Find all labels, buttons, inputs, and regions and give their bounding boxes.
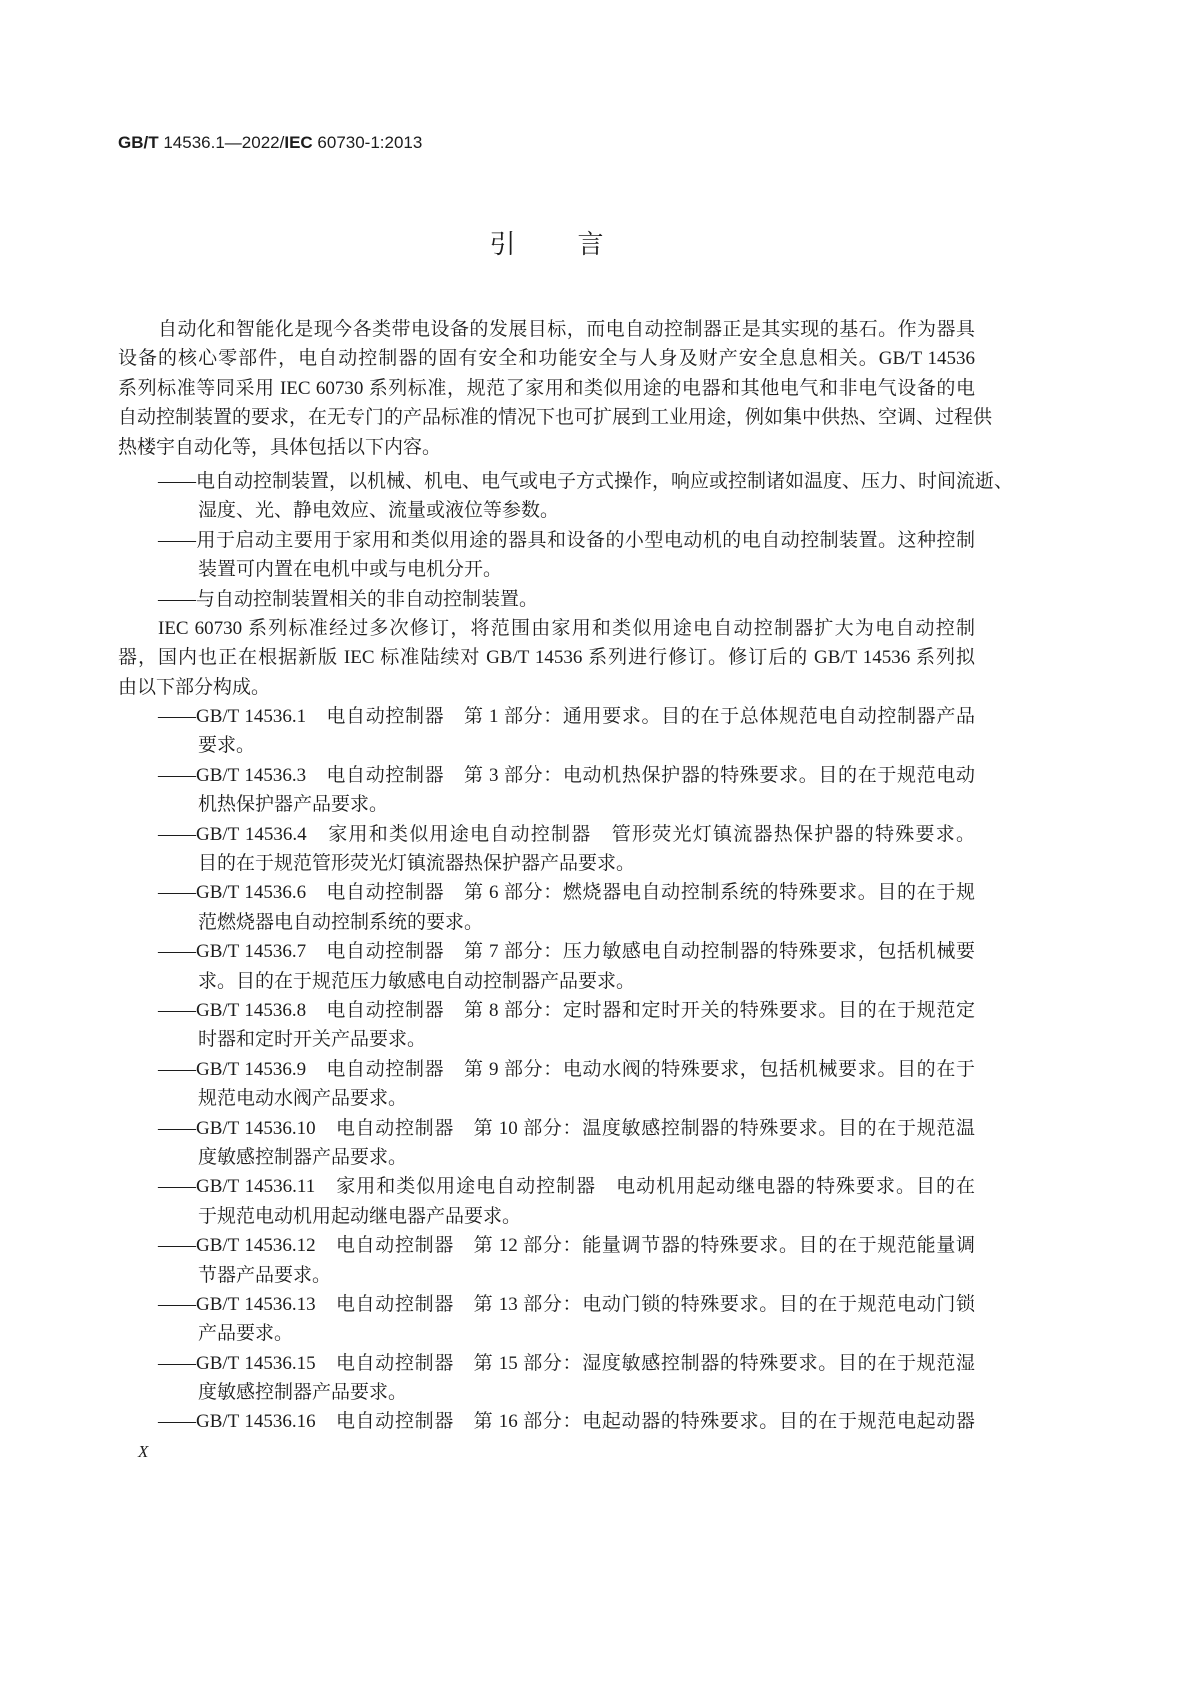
list-item-line: ——GB/T 14536.4 家用和类似用途电自动控制器 管形荧光灯镇流器热保护器的特殊要求。 [158,823,975,845]
list-item-line: 产品要求。 [198,1323,294,1345]
text-line: 由以下部分构成。 [118,676,271,698]
part-list-item [118,1407,975,1436]
part-list-item [118,761,975,820]
part-list-item [118,878,975,937]
list-item-line: 规范电动水阀产品要求。 [198,1088,408,1110]
scope-list-item [118,585,975,614]
list-item-line: 求。目的在于规范压力敏感电自动控制器产品要求。 [198,970,636,992]
list-item-line: 时器和定时开关产品要求。 [198,1029,427,1051]
part-list-item [118,1055,975,1114]
list-item-line: ——GB/T 14536.15 电自动控制器 第 15 部分：湿度敏感控制器的特殊要求。目的在于规范湿 [158,1352,975,1374]
list-item-line: ——与自动控制装置相关的非自动控制装置。 [158,588,539,610]
text-line: 设备的核心零部件，电自动控制器的固有安全和功能安全与人身及财产安全息息相关。GB/T 14536 [118,348,975,370]
list-item-line: 湿度、光、静电效应、流量或液位等参数。 [198,500,560,522]
intro-paragraph [118,315,993,462]
list-item-line: ——GB/T 14536.16 电自动控制器 第 16 部分：电起动器的特殊要求。目的在于规范电起动器 [158,1411,975,1433]
part-list-item [118,1114,975,1173]
section-title: 引言 [489,230,666,260]
text-line: 自动化和智能化是现今各类带电设备的发展目标，而电自动控制器正是其实现的基石。作为器具 [158,319,975,340]
text-line: 自动控制装置的要求，在无专门的产品标准的情况下也可扩展到工业用途，例如集中供热、空调、过程供 [118,407,993,429]
list-item-line: ——GB/T 14536.8 电自动控制器 第 8 部分：定时器和定时开关的特殊要求。目的在于规范定 [158,999,975,1021]
list-item-line: ——电自动控制装置，以机械、机电、电气或电子方式操作，响应或控制诸如温度、压力、时间流逝、 [158,470,1014,492]
list-item-line: 度敏感控制器产品要求。 [198,1382,408,1404]
part-list-item [118,1172,975,1231]
list-item-line: ——GB/T 14536.7 电自动控制器 第 7 部分：压力敏感电自动控制器的特殊要求，包括机械要 [158,941,975,963]
introduction-body [118,315,1014,1437]
text-line: 热楼宇自动化等，具体包括以下内容。 [118,436,442,458]
list-item-line: 要求。 [198,735,256,757]
list-item-line: ——GB/T 14536.6 电自动控制器 第 6 部分：燃烧器电自动控制系统的特殊要求。目的在于规 [158,882,975,904]
iec-prefix: IEC [284,133,318,152]
text-line: 系列标准等同采用 IEC 60730 系列标准，规范了家用和类似用途的电器和其他电气和非电气设备的电 [118,377,975,399]
part-list-item [118,937,975,996]
part-list-item [118,1349,975,1408]
iec-number: 60730-1:2013 [317,133,423,152]
text-line: 器，国内也正在根据新版 IEC 标准陆续对 GB/T 14536 系列进行修订。修订后的 GB/T 14536 系列拟 [118,647,975,669]
list-item-line: 节器产品要求。 [198,1264,332,1286]
list-item-line: ——GB/T 14536.9 电自动控制器 第 9 部分：电动水阀的特殊要求，包括机械要求。目的在于 [158,1058,975,1080]
list-item-line: ——GB/T 14536.11 家用和类似用途电自动控制器 电动机用起动继电器的特殊要求。目的在 [158,1176,975,1198]
part-list-item [118,996,975,1055]
text-line: IEC 60730 系列标准经过多次修订，将范围由家用和类似用途电自动控制器扩大为电自动控制 [158,617,975,639]
standard-number-header [118,131,422,155]
list-item-line: 装置可内置在电机中或与电机分开。 [198,559,503,581]
list-item-line: 目的在于规范管形荧光灯镇流器热保护器产品要求。 [198,853,636,875]
list-item-line: ——GB/T 14536.10 电自动控制器 第 10 部分：温度敏感控制器的特殊要求。目的在于规范温 [158,1117,975,1139]
list-item-line: ——GB/T 14536.3 电自动控制器 第 3 部分：电动机热保护器的特殊要求。目的在于规范电动 [158,764,975,786]
list-item-line: ——GB/T 14536.12 电自动控制器 第 12 部分：能量调节器的特殊要求。目的在于规范能量调 [158,1235,975,1257]
revision-paragraph [118,614,975,702]
list-item-line: ——GB/T 14536.13 电自动控制器 第 13 部分：电动门锁的特殊要求。目的在于规范电动门锁 [158,1293,975,1315]
scope-list-item [118,526,975,585]
part-list-item [118,820,975,879]
part-list-item [118,1290,975,1349]
list-item-line: ——GB/T 14536.1 电自动控制器 第 1 部分：通用要求。目的在于总体规范电自动控制器产品 [158,706,975,728]
list-item-line: 范燃烧器电自动控制系统的要求。 [198,911,484,933]
list-item-line: ——用于启动主要用于家用和类似用途的器具和设备的小型电动机的电自动控制装置。这种控制 [158,529,975,551]
part-list-item [118,702,975,761]
scope-list-item [118,467,1014,526]
list-item-line: 度敏感控制器产品要求。 [198,1146,408,1168]
list-item-line: 机热保护器产品要求。 [198,794,389,816]
gb-prefix: GB/T [118,133,164,152]
list-item-line: 于规范电动机用起动继电器产品要求。 [198,1205,522,1227]
gb-number: 14536.1—2022/ [163,133,285,152]
page-number: X [138,1442,149,1461]
part-list-item [118,1231,975,1290]
